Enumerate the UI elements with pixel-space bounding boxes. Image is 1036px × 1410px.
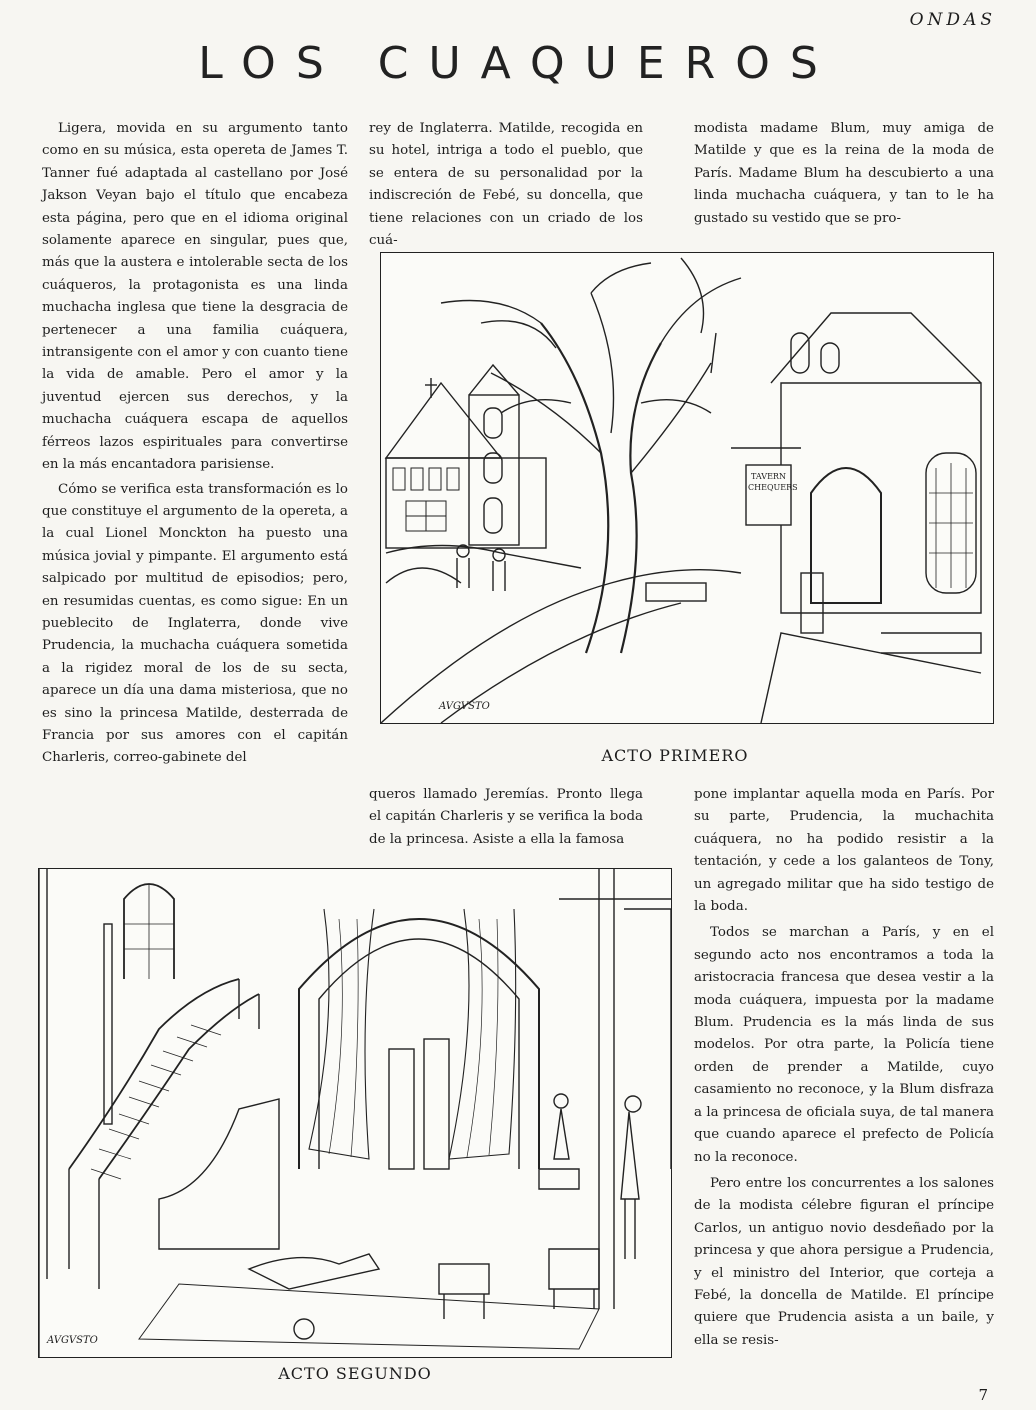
column-1 <box>42 118 348 770</box>
column-2-mid <box>369 784 643 851</box>
illustration-act-two <box>38 868 672 1358</box>
masthead: ONDAS <box>909 10 996 30</box>
caption-act-one: ACTO PRIMERO <box>601 746 749 765</box>
page-title: LOS CUAQUEROS <box>198 38 838 89</box>
paragraph: Pero entre los concurrentes a los salones de la modista célebre figuran el príncipe Carlos, un antiguo novio desdeñado por la princesa y que ahora persigue a Prudencia, y el ministro del Interior, que corteja a Febé, la doncella de Matilde. El príncipe quiere que Prudencia asista a un baile, y ella se resis- <box>694 1175 994 1348</box>
paragraph: modista madame Blum, muy amiga de Matilde y que es la reina de la moda de París. Madame Blum ha descubierto a una linda muchacha cuáquera, y tan to le ha gustado su vestido que se pro- <box>694 121 994 226</box>
paragraph: rey de Inglaterra. Matilde, recogida en su hotel, intriga a todo el pueblo, que se entera de su personalidad por la indiscreción de Febé, su doncella, que tiene relaciones con un criado de los cuá- <box>369 121 643 249</box>
caption-act-two: ACTO SEGUNDO <box>278 1364 432 1383</box>
artist-signature: AVGVSTO <box>47 1335 98 1346</box>
paragraph: queros llamado Jeremías. Pronto llega el capitán Charleris y se verifica la boda de la princesa. Asiste a ella la famosa <box>369 787 643 847</box>
paragraph: Todos se marchan a París, y en el segundo acto nos encontramos a toda la aristocracia francesa que desea vestir a la moda cuáquera, impuesta por la madame Blum. Prudencia es la más linda de sus modelos. Por otra parte, la Policía tiene orden de prender a Matilde, cuyo casamiento no reconoce, y la Blum disfraza a la princesa de oficiala suya, de tal manera que cuando aparece el prefecto de Policía no la reconoce. <box>694 925 994 1165</box>
tavern-sign: TAVERN CHEQUERS <box>748 472 798 492</box>
column-3-top <box>694 118 994 230</box>
illustration-act-one <box>380 252 994 724</box>
column-2-top <box>369 118 643 252</box>
paragraph: Ligera, movida en su argumento tanto como en su música, esta opereta de James T. Tanner fué adaptada al castellano por José Jakson Veyan bajo el título que encabeza esta página, pero que en el idioma original solamente aparece en singular, pues que, más que la austera e intolerable secta de los cuáqueros, la protagonista es una linda muchacha inglesa que tiene la desgracia de pertenecer a una familia cuáquera, intransigente con el amor y con cuanto tiene la vida de amable. Pero el amor y la juventud ejercen sus derechos, y la muchacha cuáquera escapa de aquellos férreos lazos espirituales para convertirse en la más encantadora parisiense. <box>42 121 348 473</box>
paragraph: pone implantar aquella moda en París. Por su parte, Prudencia, la muchachita cuáquera, no ha podido resistir a la tentación, y cede a los galanteos de Tony, un agregado militar que ha sido testigo de la boda. <box>694 787 994 915</box>
column-3-bottom <box>694 784 994 1352</box>
paragraph: Cómo se verifica esta transformación es lo que constituye el argumento de la opereta, a la cual Lionel Monckton ha puesto una música jovial y pimpante. El argumento está salpicado por multitud de episodios; pero, en resumidas cuentas, es como sigue: En un pueblecito de Inglaterra, donde vive Prudencia, la muchacha cuáquera sometida a la rigidez moral de los de su secta, aparece un día una dama misteriosa, que no es sino la princesa Matilde, desterrada de Francia por sus amores con el capitán Charleris, correo-gabinete del <box>42 481 348 766</box>
artist-signature: AVGVSTO <box>439 701 490 712</box>
page-number: 7 <box>978 1386 988 1404</box>
